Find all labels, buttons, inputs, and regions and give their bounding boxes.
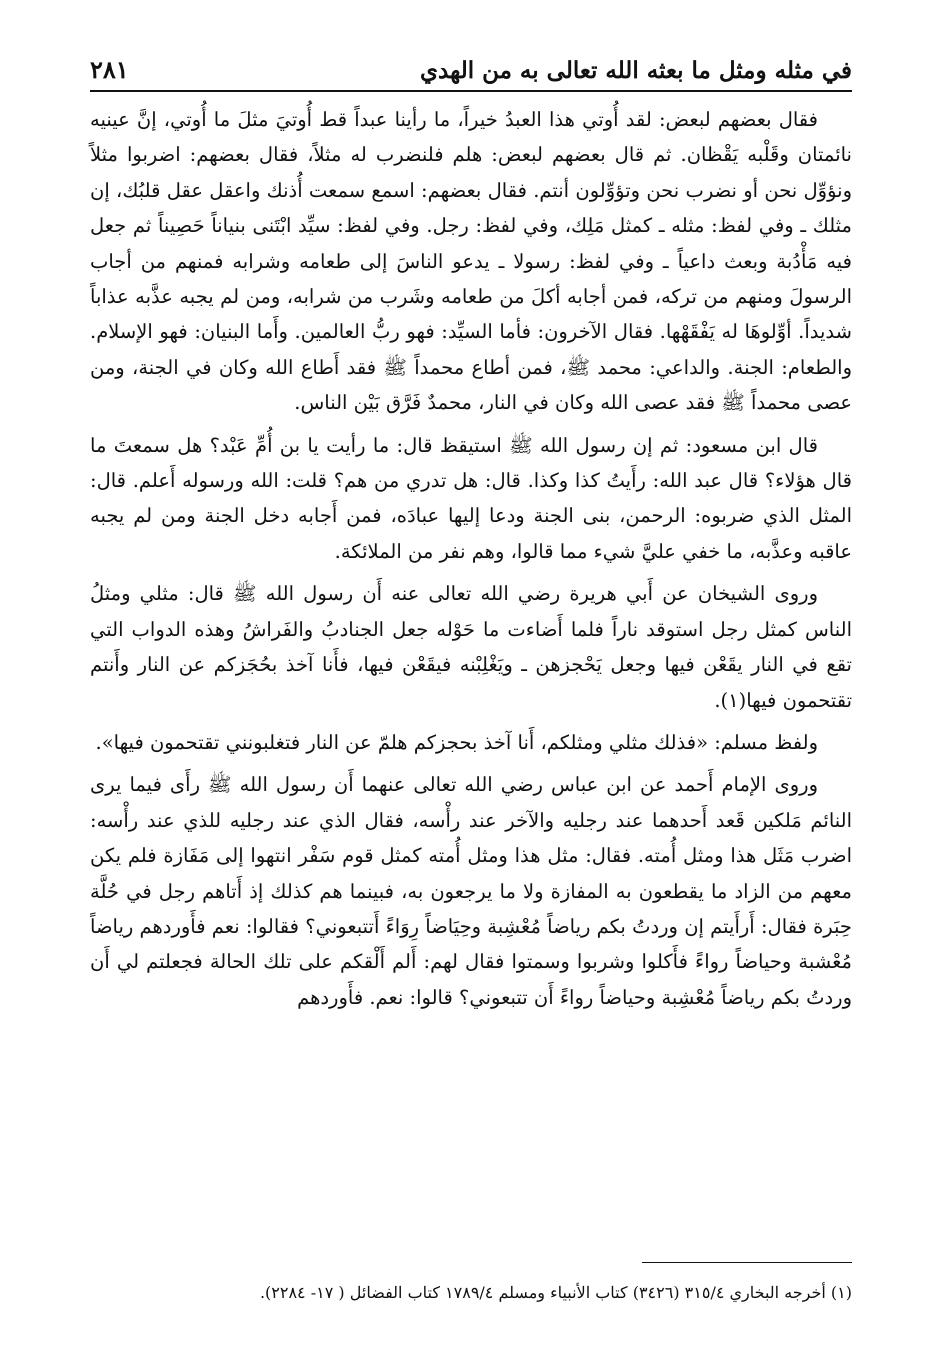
header-rule xyxy=(90,90,852,92)
paragraph: قال ابن مسعود: ثم إن رسول الله ﷺ استيقظ قال: ما رأيت يا بن أُمِّ عَبْد؟ هل سمعتَ ما قال هؤلاء؟ قال عبد الله: رأَيتُ كذا وكذا. قال: هل تدري من هم؟ قلت: الله ورسوله أَعلم. قال: المثل الذي ضربوه: الرحمن، بنى الجنة ودعا إليها عبادَه، فمن أَجابه دخل الجنة ومن لم يجبه عاقبه وعذَّبه، ما خفي عليَّ شيء مما قالوا، وهم نفر من الملائكة. xyxy=(90,433,852,563)
paragraph: وروى الإمام أَحمد عن ابن عباس رضي الله تعالى عنهما أَن رسول الله ﷺ رأَى فيما يرى النائم مَلكين قَعد أَحدهما عند رجليه والآخر عند رأْسه، فقال الذي عند رجليه للذي عند رأْسه: اضرب مَثَل هذا ومثل أُمته. فقال: مثل هذا ومثل أُمته كمثل قوم سَفْر انتهوا إلى مَفَازة فلم يكن معهم من الزاد ما يقطعون به المفازة ولا ما يرجعون به، فبينما هم كذلك إذ أَتاهم رجل في حُلَّة حِبَرة فقال: أَرأَيتم إن وردتُ بكم رياضاً مُعْشِبة وحِيَاضاً رِوَاءً أَتتبعوني؟ فقالوا: نعم فأَوردهم رياضاً مُعْشبة وحياضاً رواءً فأَكلوا وشربوا وسمتوا فقال لهم: أَلم أَلْقكم على تلك الحالة فجعلتم لي أَن وردتُ بكم رياضاً مُعْشِبة وحياضاً رواءً أَن تتبعوني؟ قالوا: نعم. فأَوردهم xyxy=(90,773,852,1009)
paragraph: فقال بعضهم لبعض: لقد أُوتي هذا العبدُ خيراً، ما رأينا عبداً قط أُوتيَ مثلَ ما أُوتي، إنَّ عينيه نائمتان وقَلْبه يَقْظان. ثم قال بعضهم لبعض: هلم فلنضرب له مثلاً، فقال بعضهم: اضربوا مثلاً ونؤوِّل نحن أو نضرب نحن وتؤوِّلون أنتم. فقال بعضهم: اسمع سمعت أُذنك واعقل عقل قلبُك، إن مثلك ـ وفي لفظ: مثله ـ كمثل مَلِك، وفي لفظ: رجل. وفي لفظ: سيِّد ابْتَنى بنياناً حَصِيناً ثم جعل فيه مَأْدُبة وبعث داعياً ـ وفي لفظ: رسولا ـ يدعو الناسَ إلى طعامه وشرابه فمنهم من أجاب الرسولَ ومنهم من تركه، فمن أجابه أكلَ من طعامه وشَرب من شرابه، ومن لم يجبه عذَّبه عذاباً شديداً. أوِّلوهَا له يَفْقَهْها. فقال الآخرون: فأما السيِّد: فهو ربُّ العالمين. وأَما البنيان: فهو الإسلام. والطعام: الجنة. والداعي: محمد ﷺ، فمن أطاع محمداً ﷺ فقد أَطاع الله وكان في الجنة، ومن عصى محمداً ﷺ فقد عصى الله وكان في النار، محمدٌ فَرَّق بَيْن الناس. xyxy=(90,108,852,415)
paragraph: وروى الشيخان عن أَبي هريرة رضي الله تعالى عنه أَن رسول الله ﷺ قال: مثلي ومثلُ الناس كمثل رجل استوقد ناراً فلما أَضاءت ما حَوْله جعل الجنادبُ والفَراشُ وهذه الدواب التي تقع في النار يقَعْن فيها وجعل يَحْجزهن ـ ويَغْلِبْنه فيقَعْن فيها، فأَنا آخذ بحُجَزكم عن النار وأَنتم تقتحمون فيها(١). xyxy=(90,582,852,712)
page-header xyxy=(90,44,852,90)
footnote: (١) أخرجه البخاري ٣١٥/٤ (٣٤٢٦) كتاب الأنبياء ومسلم ١٧٨٩/٤ كتاب الفضائل ( ١٧- ٢٢٨٤). xyxy=(259,1283,852,1302)
page-body xyxy=(90,102,852,1022)
footnote-rule xyxy=(642,1262,852,1263)
running-title: في مثله ومثل ما بعثه الله تعالى به من الهدي xyxy=(420,57,852,84)
page-number: ٢٨١ xyxy=(90,55,129,84)
paragraph: ولفظ مسلم: «فذلك مثلي ومثلكم، أَنا آخذ بحجزكم هلمّ عن النار فتغلبونني تقتحمون فيها». xyxy=(95,730,818,754)
